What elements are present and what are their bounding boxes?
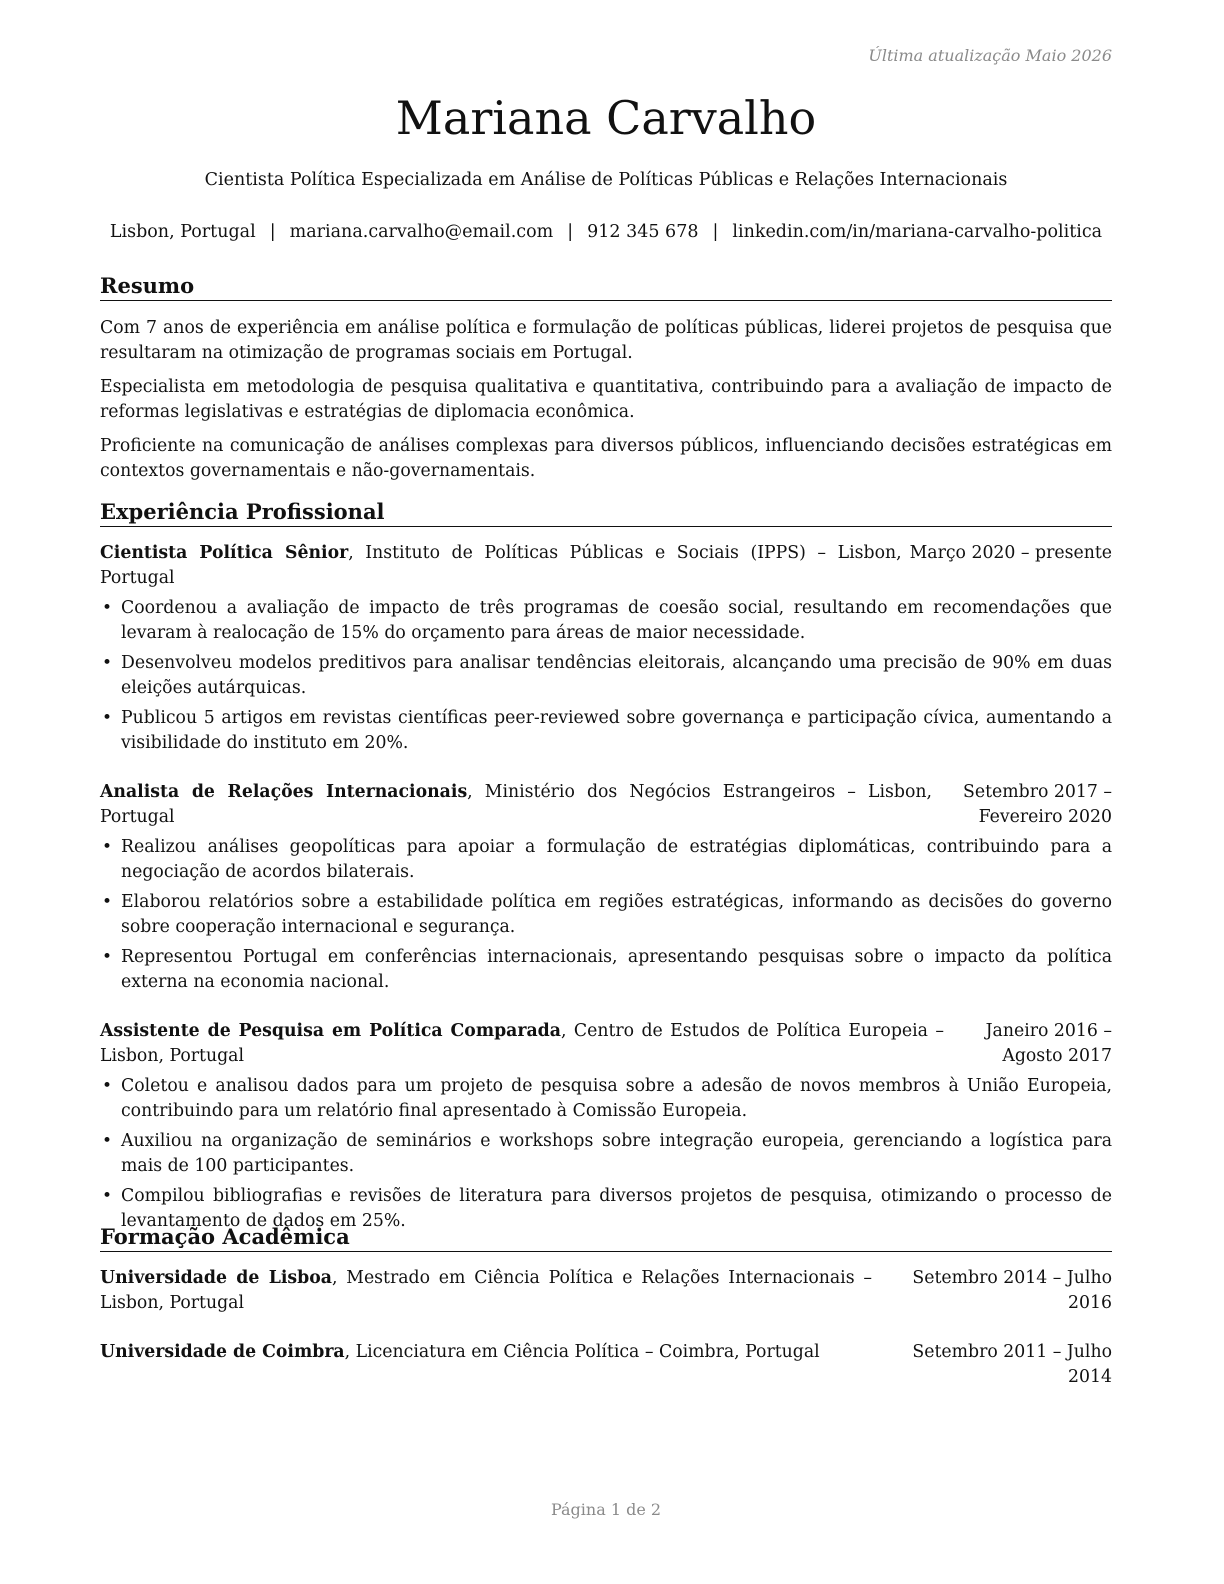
education-school: Universidade de Lisboa (100, 1268, 332, 1288)
job-entry (100, 541, 1112, 756)
education-dates: Setembro 2014 – Julho 2016 (912, 1268, 1112, 1313)
section-title-experience: Experiência Profissional (100, 498, 1112, 527)
candidate-subtitle: Cientista Política Especializada em Análise de Políticas Públicas e Relações Internacionais (204, 170, 1008, 190)
job-dates: Janeiro 2016 – Agosto 2017 (985, 1021, 1112, 1066)
list-item: • Realizou análises geopolíticas para apoiar a formulação de estratégias diplomáticas, contribuindo para a negociação de acordos bilaterais. (102, 837, 1112, 882)
bullet-icon: • (102, 653, 113, 673)
contact-email[interactable]: mariana.carvalho@email.com (289, 222, 554, 242)
section-title-summary: Resumo (100, 272, 1112, 301)
bullet-icon: • (102, 1186, 113, 1206)
summary-paragraph: Com 7 anos de experiência em análise política e formulação de políticas públicas, liderei projetos de pesquisa que resultaram na otimização de programas sociais em Portugal. (100, 318, 1112, 363)
contact-phone[interactable]: 912 345 678 (587, 222, 699, 242)
job-header (100, 780, 1112, 830)
education-entry (100, 1340, 1112, 1390)
education-school: Universidade de Coimbra (100, 1342, 345, 1362)
bullet-icon: • (102, 947, 113, 967)
experience-section (100, 498, 1112, 1234)
contact-separator: | (712, 222, 719, 242)
contact-separator: | (567, 222, 574, 242)
list-item: • Desenvolveu modelos preditivos para analisar tendências eleitorais, alcançando uma precisão de 90% em duas eleições autárquicas. (102, 653, 1112, 698)
contact-separator: | (269, 222, 276, 242)
job-dates: Setembro 2017 – Fevereiro 2020 (963, 782, 1112, 827)
job-org: , Ministério dos Negócios Estrangeiros – Lisbon, Portugal (100, 782, 932, 827)
page-number: Página 1 de 2 (550, 1500, 662, 1519)
contact-linkedin[interactable]: linkedin.com/in/mariana-carvalho-politica (732, 222, 1103, 242)
section-title-education: Formação Acadêmica (100, 1223, 1112, 1252)
job-header (100, 541, 1112, 591)
list-item: • Compilou bibliografias e revisões de literatura para diversos projetos de pesquisa, otimizando o processo de levantamento de dados em 25%. (102, 1186, 1112, 1231)
last-updated: Última atualização Maio 2026 (868, 46, 1112, 65)
job-bullets (100, 835, 1112, 995)
bullet-icon: • (102, 1076, 113, 1096)
education-section (100, 1223, 1112, 1390)
job-title-line (100, 780, 932, 830)
summary-paragraph: Especialista em metodologia de pesquisa qualitativa e quantitativa, contribuindo para a avaliação de impacto de reformas legislativas e estratégias de diplomacia econômica. (100, 377, 1112, 422)
job-header (100, 1019, 1112, 1069)
job-role: Analista de Relações Internacionais (100, 782, 468, 802)
bullet-icon: • (102, 837, 113, 857)
education-title-line (100, 1340, 872, 1365)
education-dates: Setembro 2011 – Julho 2014 (912, 1342, 1112, 1387)
job-title-line (100, 1019, 944, 1069)
summary-section (100, 272, 1112, 484)
list-item: • Elaborou relatórios sobre a estabilidade política em regiões estratégicas, informando as decisões do governo sobre cooperação internacional e segurança. (102, 892, 1112, 937)
job-dates: Março 2020 – presente (909, 543, 1112, 563)
list-item: • Representou Portugal em conferências internacionais, apresentando pesquisas sobre o impacto da política externa na economia nacional. (102, 947, 1112, 992)
bullet-icon: • (102, 598, 113, 618)
list-item: • Coletou e analisou dados para um projeto de pesquisa sobre a adesão de novos membros à União Europeia, contribuindo para um relatório final apresentado à Comissão Europeia. (102, 1076, 1112, 1121)
list-item: • Coordenou a avaliação de impacto de três programas de coesão social, resultando em recomendações que levaram à realocação de 15% do orçamento para áreas de maior necessidade. (102, 598, 1112, 643)
contact-location: Lisbon, Portugal (109, 222, 256, 242)
candidate-name: Mariana Carvalho (395, 91, 817, 145)
education-degree: , Licenciatura em Ciência Política – Coimbra, Portugal (344, 1342, 820, 1362)
job-entry (100, 1019, 1112, 1234)
job-bullets (100, 1074, 1112, 1234)
list-item: • Publicou 5 artigos em revistas científicas peer-reviewed sobre governança e participação cívica, aumentando a visibilidade do instituto em 20%. (102, 708, 1112, 753)
education-degree: , Mestrado em Ciência Política e Relações Internacionais – Lisbon, Portugal (100, 1268, 873, 1313)
job-bullets (100, 596, 1112, 756)
job-org: , Centro de Estudos de Política Europeia – Lisbon, Portugal (100, 1021, 944, 1066)
list-item: • Auxiliou na organização de seminários e workshops sobre integração europeia, gerenciando a logística para mais de 100 participantes. (102, 1131, 1112, 1176)
bullet-icon: • (102, 892, 113, 912)
education-entry (100, 1266, 1112, 1316)
contact-line (0, 220, 1212, 244)
bullet-icon: • (102, 1131, 113, 1151)
bullet-icon: • (102, 708, 113, 728)
summary-paragraph: Proficiente na comunicação de análises complexas para diversos públicos, influenciando decisões estratégicas em contextos governamentais e não-governamentais. (100, 436, 1112, 481)
job-org: , Instituto de Políticas Públicas e Sociais (IPPS) – Lisbon, Portugal (100, 543, 902, 588)
job-role: Assistente de Pesquisa em Política Comparada (100, 1021, 561, 1041)
job-entry (100, 780, 1112, 995)
education-title-line (100, 1266, 872, 1316)
job-title-line (100, 541, 902, 591)
job-role: Cientista Política Sênior (100, 543, 349, 563)
